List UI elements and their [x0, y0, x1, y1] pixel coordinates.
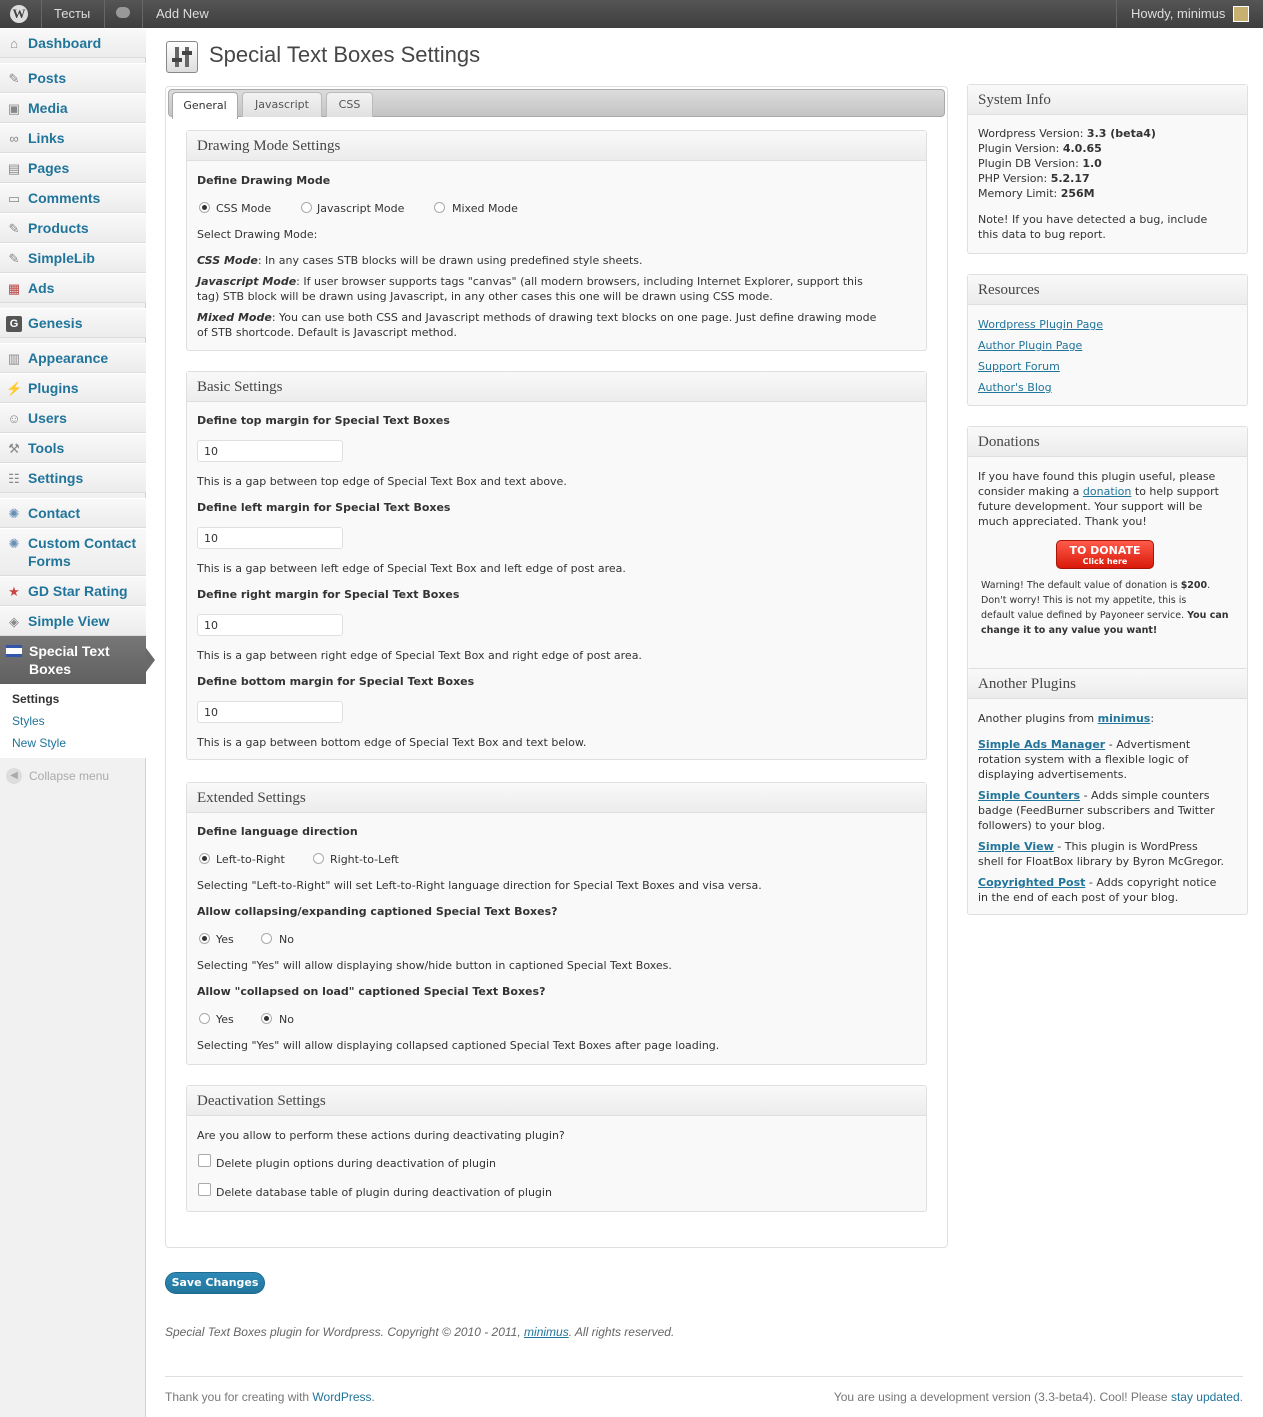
- sidebar-item-custom-contact-forms[interactable]: ✺ Custom Contact Forms: [0, 528, 146, 576]
- top-margin-input[interactable]: [197, 440, 343, 462]
- right-margin-input[interactable]: [197, 614, 343, 636]
- calendar-icon: ▦: [7, 281, 21, 296]
- settings-icon: ☷: [8, 471, 20, 486]
- radio-collapse-yes[interactable]: [199, 933, 210, 944]
- sidebar-item-links[interactable]: ∞ Links: [0, 123, 146, 153]
- sidebar-item-simplelib[interactable]: ✎ SimpleLib: [0, 243, 146, 273]
- sidebar-item-users[interactable]: ☺ Users: [0, 403, 146, 433]
- stb-icon: [6, 645, 22, 657]
- delete-table-checkbox[interactable]: [198, 1183, 211, 1196]
- panel-title: System Info: [968, 85, 1247, 115]
- sidebar-item-ads[interactable]: ▦ Ads: [0, 273, 146, 303]
- panel-title: Another Plugins: [968, 669, 1247, 699]
- bottom-margin-input[interactable]: [197, 701, 343, 723]
- contact-icon: ✺: [8, 506, 20, 521]
- footer-thanks: Thank you for creating with WordPress.: [165, 1390, 375, 1404]
- author-plugin-page-link[interactable]: Author Plugin Page: [978, 339, 1083, 352]
- avatar[interactable]: [1233, 6, 1249, 22]
- footer-divider: [165, 1376, 1243, 1377]
- main-content: [146, 28, 1263, 1417]
- radio-mixed-mode[interactable]: [434, 202, 445, 213]
- extended-settings-panel: Extended Settings Define language direction Left-to-Right Right-to-Left Selecting "Left-to-Right" will set Left-to-Right language direction for Special Text Boxes and visa versa. Allow collapsing/expanding captioned Special Text Boxes? Yes No Selecting "Yes" will allow displaying show/hide button in captioned Special Text Boxes. Allow "collapsed on load" captioned Special Text Boxes? Yes No Selecting "Yes" will allow displaying collapsed captioned Special Text Boxes after page loading.: [186, 782, 927, 1065]
- copyright-author-link[interactable]: minimus: [524, 1325, 569, 1339]
- plugin-copyright: Special Text Boxes plugin for Wordpress. Copyright © 2010 - 2011, minimus. All rights reserved.: [165, 1325, 675, 1339]
- radio-right-to-left[interactable]: [313, 853, 324, 864]
- radio-onload-yes[interactable]: [199, 1013, 210, 1024]
- users-icon: ☺: [7, 411, 21, 426]
- page-title-icon: [166, 41, 198, 73]
- sidebar-item-plugins[interactable]: ⚡ Plugins: [0, 373, 146, 403]
- g-icon: G: [6, 316, 22, 332]
- sidebar-item-tools[interactable]: ⚒ Tools: [0, 433, 146, 463]
- panel-title: Drawing Mode Settings: [187, 131, 926, 161]
- collapse-arrow-icon: ◀: [6, 768, 22, 784]
- star-icon: ★: [8, 584, 20, 599]
- sidebar-item-genesis[interactable]: G Genesis: [0, 308, 146, 338]
- system-info-panel: System Info Wordpress Version: 3.3 (beta4) Plugin Version: 4.0.65 Plugin DB Version: 1.0 PHP Version: 5.2.17 Memory Limit: 256M Note! If you have detected a bug, include this data to bug report.: [967, 84, 1248, 254]
- pin-icon: ✎: [8, 221, 20, 236]
- simple-ads-manager-link[interactable]: Simple Ads Manager: [978, 738, 1106, 751]
- resources-panel: [967, 274, 1248, 406]
- tools-icon: ⚒: [8, 441, 20, 456]
- donate-button[interactable]: TO DONATE Click here: [1056, 540, 1154, 569]
- radio-collapse-no[interactable]: [261, 933, 272, 944]
- drawing-mode-settings-panel: Drawing Mode Settings Define Drawing Mode CSS Mode Javascript Mode Mixed Mode Select Drawing Mode: CSS Mode: In any cases STB blocks will be drawn using predefined style sheets. Javascript Mode: If user browser supports tags "canvas" (all modern browsers, including Internet Explorer, support this tag) STB block will be drawn using Javascript, in any other cases this one will be drawn using CSS mode. Mixed Mode: You can use both CSS and Javascript methods of drawing text blocks on one page. Just define drawing mode of STB shortcode. Default is Javascript method.: [186, 130, 927, 351]
- collapse-menu-button[interactable]: ◀ Collapse menu: [6, 768, 146, 784]
- page-icon: ▤: [7, 161, 21, 176]
- authors-blog-link[interactable]: Author's Blog: [978, 381, 1052, 394]
- delete-options-checkbox[interactable]: [198, 1154, 211, 1167]
- add-new-link[interactable]: Add New: [156, 6, 209, 21]
- sidebar-item-comments[interactable]: ▭ Comments: [0, 183, 146, 213]
- minimus-link[interactable]: minimus: [1097, 712, 1151, 725]
- tab-css[interactable]: CSS: [326, 92, 373, 117]
- simple-counters-link[interactable]: Simple Counters: [978, 789, 1081, 802]
- appearance-icon: ▥: [7, 351, 21, 366]
- radio-left-to-right[interactable]: [199, 853, 210, 864]
- sidebar-item-gd-star-rating[interactable]: ★ GD Star Rating: [0, 576, 146, 606]
- footer-wordpress-link[interactable]: WordPress: [312, 1390, 372, 1404]
- donations-panel: Donations If you have found this plugin useful, please consider making a donation to help support future development. Your support will be much appreciated. Thank you! TO DONATE Click here Warning! The default value of donation is $200. Don't worry! This is not my appetite, this is default value defined by Payoneer service. You can change it to any value you want!: [967, 426, 1248, 676]
- media-icon: ▣: [7, 101, 21, 116]
- save-changes-button[interactable]: Save Changes: [165, 1272, 265, 1294]
- admin-bar: [0, 0, 1263, 28]
- sidebar-item-products[interactable]: ✎ Products: [0, 213, 146, 243]
- sidebar-item-contact[interactable]: ✺ Contact: [0, 498, 146, 528]
- comment-icon: ▭: [7, 191, 21, 206]
- panel-title: Donations: [968, 427, 1247, 457]
- basic-settings-panel: Basic Settings Define top margin for Special Text Boxes 10 This is a gap between top edge of Special Text Box and text above. Define left margin for Special Text Boxes 10 This is a gap between left edge of Special Text Box and left edge of post area. Define right margin for Special Text Boxes 10 This is a gap between right edge of Special Text Box and right edge of post area. Define bottom margin for Special Text Boxes 10 This is a gap between bottom edge of Special Text Box and text below.: [186, 371, 927, 760]
- another-plugins-panel: Another Plugins Another plugins from minimus: Simple Ads Manager - Advertisment rotation system with a flexible logic of displaying advertisements. Simple Counters - Adds simple counters badge (FeedBurner subscribers and Twitter followers) to your blog. Simple View - This plugin is WordPress shell for FloatBox library by Byron McGregor. Copyrighted Post - Adds copyright notice in the end of each post of your blog.: [967, 668, 1248, 915]
- deactivation-settings-panel: Deactivation Settings Are you allow to perform these actions during deactivating plugin? Delete plugin options during deactivation of plugin Delete database table of plugin during deactivation of plugin: [186, 1085, 927, 1212]
- simple-view-link[interactable]: Simple View: [978, 840, 1054, 853]
- panel-title: Basic Settings: [187, 372, 926, 402]
- left-margin-input[interactable]: [197, 527, 343, 549]
- tab-general[interactable]: General: [172, 92, 238, 119]
- howdy-user-link[interactable]: Howdy, minimus: [1131, 6, 1226, 21]
- house-icon: ⌂: [10, 36, 18, 51]
- page-title: Special Text Boxes Settings: [209, 42, 481, 67]
- sidebar-item-appearance[interactable]: ▥ Appearance: [0, 343, 146, 373]
- radio-javascript-mode[interactable]: [301, 202, 312, 213]
- copyrighted-post-link[interactable]: Copyrighted Post: [978, 876, 1086, 889]
- sidebar-item-posts[interactable]: ✎ Posts: [0, 63, 146, 93]
- sidebar-item-pages[interactable]: ▤ Pages: [0, 153, 146, 183]
- submenu-settings[interactable]: Settings: [12, 692, 60, 706]
- admin-sidebar: [0, 28, 146, 1417]
- panel-title: Deactivation Settings: [187, 1086, 926, 1116]
- wordpress-plugin-page-link[interactable]: Wordpress Plugin Page: [978, 318, 1104, 331]
- panel-title: Resources: [968, 275, 1247, 305]
- radio-css-mode[interactable]: [199, 202, 210, 213]
- sidebar-item-special-text-boxes[interactable]: Special Text Boxes: [0, 636, 146, 684]
- sidebar-item-media[interactable]: ▣ Media: [0, 93, 146, 123]
- support-forum-link[interactable]: Support Forum: [978, 360, 1060, 373]
- comments-icon[interactable]: [116, 7, 130, 18]
- sidebar-item-settings[interactable]: ☷ Settings: [0, 463, 146, 493]
- site-name-link[interactable]: Тесты: [54, 6, 91, 21]
- panel-title: Extended Settings: [187, 783, 926, 813]
- sidebar-item-simple-view[interactable]: ◈ Simple View: [0, 606, 146, 636]
- contact-icon: ✺: [8, 536, 20, 551]
- submenu-new-style[interactable]: New Style: [12, 736, 67, 750]
- plug-icon: ⚡: [6, 381, 23, 396]
- radio-onload-no[interactable]: [261, 1013, 272, 1024]
- wordpress-logo-icon[interactable]: W: [10, 5, 28, 23]
- tab-javascript[interactable]: Javascript: [242, 92, 322, 117]
- stay-updated-link[interactable]: stay updated: [1170, 1390, 1240, 1404]
- submenu-styles[interactable]: Styles: [12, 714, 45, 728]
- link-icon: ∞: [9, 131, 19, 146]
- sidebar-item-dashboard[interactable]: ⌂ Dashboard: [0, 28, 146, 58]
- footer-version: You are using a development version (3.3-beta4). Cool! Please stay updated.: [833, 1390, 1243, 1404]
- pin-icon: ✎: [8, 71, 20, 86]
- donation-link[interactable]: donation: [1082, 485, 1132, 498]
- view-icon: ◈: [9, 614, 19, 629]
- pin-icon: ✎: [8, 251, 20, 266]
- sidebar-submenu: [0, 684, 146, 758]
